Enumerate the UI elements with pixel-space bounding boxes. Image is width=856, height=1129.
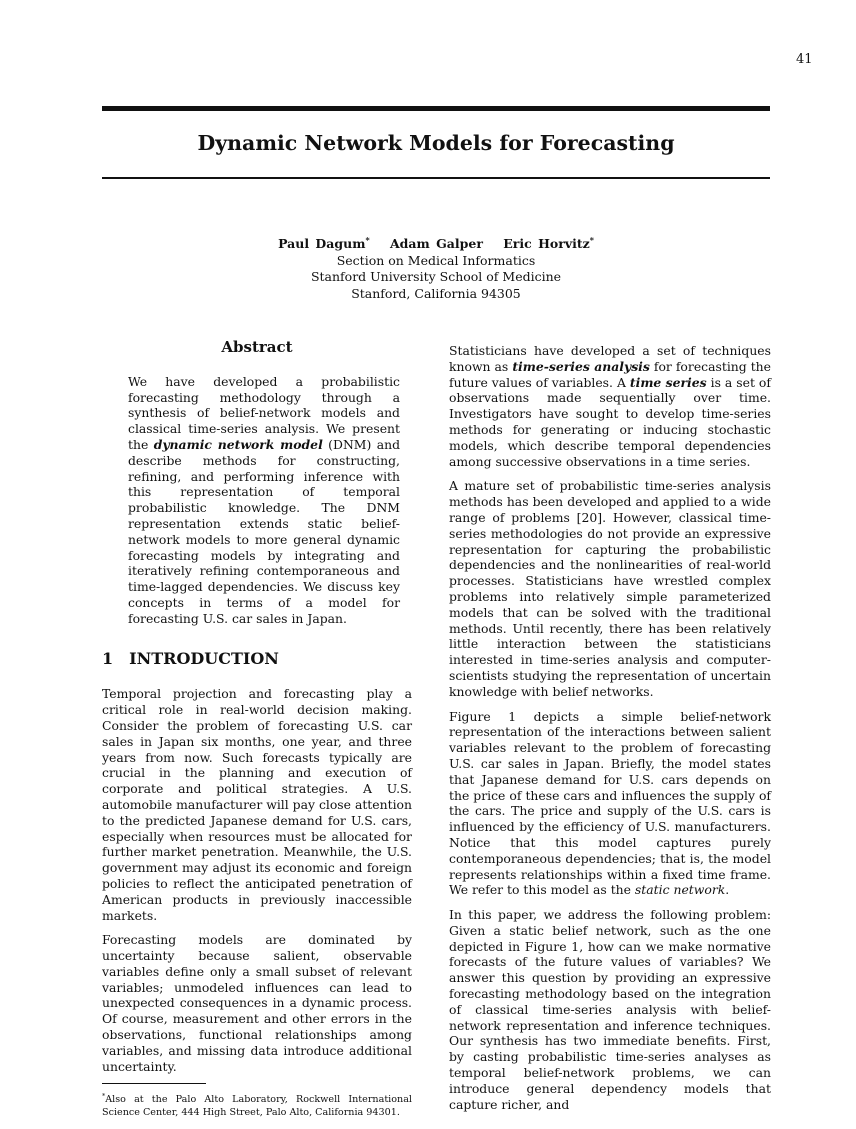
body-paragraph: Statisticians have developed a set of techniques known as time-series analysis for forecasting the future values of variables. A time series is a set of observations made sequentially over time. Investigators have sought to develop time-series methods for generating or inducing stochastic models, which describe temporal dependencies among successive observations in a time series. (449, 343, 771, 469)
author-name: Paul Dagum* (278, 235, 370, 252)
body-paragraph: In this paper, we address the following problem: Given a static belief network, such as the one depicted in Figure 1, how can we make normative forecasts of the future values of variables? We answer this question by providing an expressive forecasting methodology based on the integration of classical time-series analysis with belief-network representation and inference techniques. Our synthesis has two immediate benefits. First, by casting probabilistic time-series analyses as temporal belief-network problems, we can introduce general dependency models that capture richer, and (449, 907, 771, 1112)
right-column (449, 343, 771, 1121)
abstract-text: We have developed a probabilistic forecasting methodology through a synthesis of belief-network models and classical time-series analysis. We present the dynamic network model (DNM) and describe methods for constructing, refining, and performing inference with this representation of temporal probabilistic knowledge. The DNM representation extends static belief-network models to more general dynamic forecasting models by integrating and iteratively refining contemporaneous and time-lagged dependencies. We discuss key concepts in terms of a model for forecasting U.S. car sales in Japan. (128, 373, 400, 626)
body-paragraph: Figure 1 depicts a simple belief-network representation of the interactions between salient variables relevant to the problem of forecasting U.S. car sales in Japan. Briefly, the model states that Japanese demand for U.S. cars depends on the price of these cars and influences the supply of the cars. The price and supply of the U.S. cars is influenced by the efficiency of U.S. manufacturers. Notice that this model captures purely contemporaneous dependencies; that is, the model represents relationships within a fixed time frame. We refer to this model as the static network. (449, 708, 771, 898)
intro-paragraph: Temporal projection and forecasting play a critical role in real-world decision making. Consider the problem of forecasting U.S. car sales in Japan six months, one year, and three years from now. Such forecasts typically are crucial in the planning and execution of corporate and political strategies. A U.S. automobile manufacturer will pay close attention to the predicted Japanese demand for U.S. cars, especially when resources must be allocated for further market penetration. Meanwhile, the U.S. government may adjust its economic and foreign policies to reflect the anticipated penetration of American products in previously inaccessible markets. (102, 686, 412, 923)
affiliation-line: Stanford University School of Medicine (310, 269, 562, 285)
abstract-heading: Abstract (221, 338, 293, 356)
intro-paragraph: Forecasting models are dominated by uncertainty because salient, observable variables define only a small subset of relevant variables; unmodeled influences can lead to unexpected consequences in a dynamic process. Of course, measurement and other errors in the observations, functional relationships among variables, and missing data introduce additional uncertainty. (102, 932, 412, 1074)
title-rule (102, 177, 770, 179)
paper-title: Dynamic Network Models for Forecasting (197, 131, 675, 155)
page-number: 41 (796, 52, 813, 67)
footnote: *Also at the Palo Alto Laboratory, Rockwell International Science Center, 444 High Street, Palo Alto, California 94301. (102, 1092, 412, 1119)
affiliation-line: Stanford, California 94305 (351, 285, 521, 301)
author-name: Adam Galper (389, 236, 483, 252)
footnote-rule (102, 1083, 206, 1084)
author-name: Eric Horvitz* (503, 235, 594, 252)
section-heading-introduction: 1 INTRODUCTION (102, 648, 279, 668)
top-rule (102, 106, 770, 111)
author-block (102, 232, 770, 302)
body-paragraph: A mature set of probabilistic time-series analysis methods has been developed and applied to a wide range of problems [20]. However, classical time-series methodologies do not provide an expressive representation for capturing the probabilistic dependencies and the nonlinearities of real-world processes. Statisticians have wrestled complex problems into relatively simple parameterized models that can be solved with the traditional methods. Until recently, there has been relatively little interaction between the statisticians interested in time-series analysis and computer-scientists studying the representation of uncertain knowledge with belief networks. (449, 478, 771, 699)
author-names (102, 232, 770, 253)
left-column (102, 340, 412, 1129)
affiliation-line: Section on Medical Informatics (336, 252, 536, 268)
